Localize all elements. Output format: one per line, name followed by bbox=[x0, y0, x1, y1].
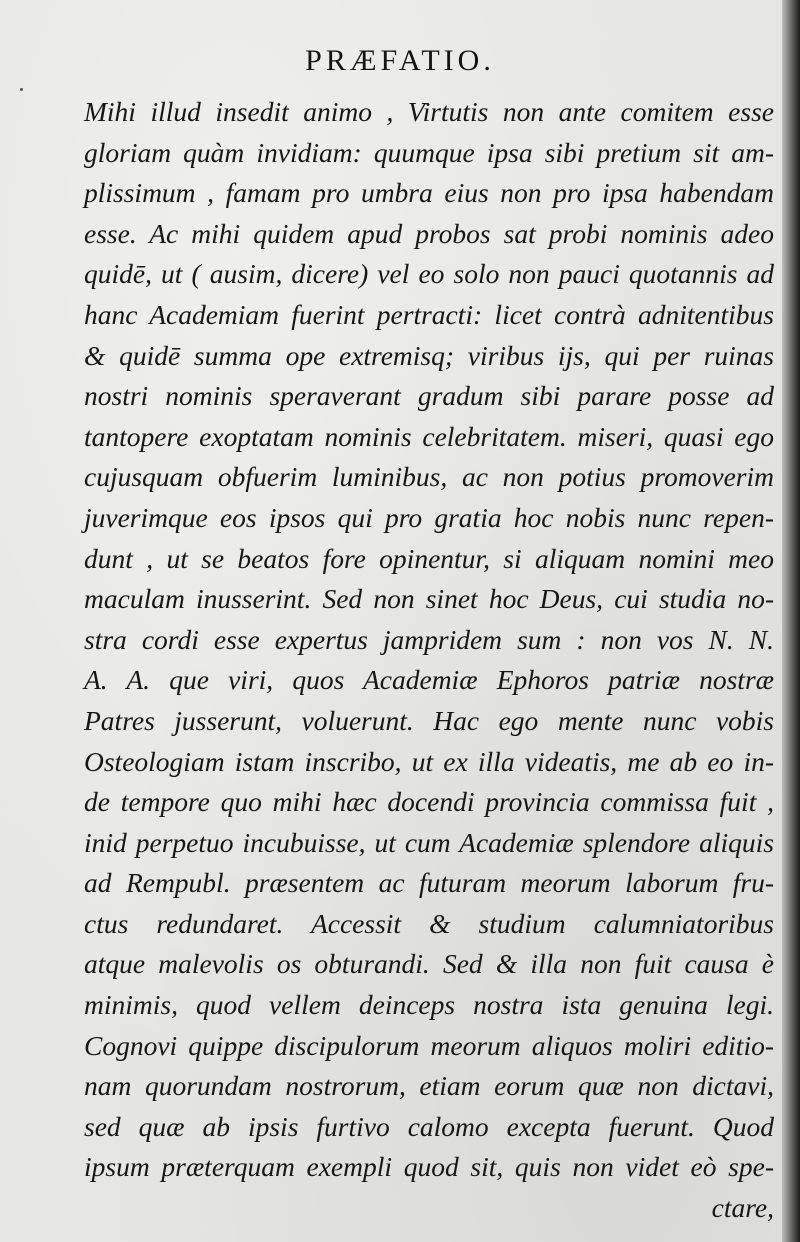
text-line: ipsum præterquam exempli quod sit, quis non videt eò spe- bbox=[84, 1151, 774, 1183]
text-line: dunt , ut se beatos fore opinentur, si aliquam nomini meo bbox=[84, 542, 774, 574]
text-line: quidē, ut ( ausim, dicere) vel eo solo non pauci quotannis ad bbox=[84, 258, 774, 290]
text-line: hanc Academiam fuerint pertracti: licet contrà adnitentibus bbox=[84, 298, 774, 330]
catchword: ctare, bbox=[711, 1192, 774, 1224]
text-line: ctus redundaret. Accessit & studium calumniatoribus bbox=[84, 907, 774, 939]
text-line: nam quorundam nostrorum, etiam eorum quæ non dictavi, bbox=[84, 1070, 774, 1102]
ink-speck bbox=[20, 88, 23, 91]
text-line: Cognovi quippe discipulorum meorum aliquos moliri editio- bbox=[84, 1029, 774, 1061]
text-line: ad Rempubl. præsentem ac futuram meorum laborum fru- bbox=[84, 867, 774, 899]
text-line: Patres jusserunt, voluerunt. Hac ego mente nunc vobis bbox=[84, 704, 774, 736]
page-heading: PRÆFATIO. bbox=[305, 44, 495, 77]
text-line: plissimum , famam pro umbra eius non pro ipsa habendam bbox=[84, 177, 774, 209]
text-line: de tempore quo mihi hæc docendi provincia commissa fuit , bbox=[84, 786, 774, 818]
text-line: juverimque eos ipsos qui pro gratia hoc nobis nunc repen- bbox=[84, 501, 774, 533]
text-line: maculam inusserint. Sed non sinet hoc Deus, cui studia no- bbox=[84, 583, 774, 615]
text-line: cujusquam obfuerim luminibus, ac non potius promoverim bbox=[84, 461, 774, 493]
text-line: minimis, quod vellem deinceps nostra ista genuina legi. bbox=[84, 989, 774, 1021]
text-line: atque malevolis os obturandi. Sed & illa non fuit causa è bbox=[84, 948, 774, 980]
text-line: tantopere exoptatam nominis celebritatem. miseri, quasi ego bbox=[84, 420, 774, 452]
text-line: gloriam quàm invidiam: quumque ipsa sibi pretium sit am- bbox=[84, 136, 774, 168]
preface-body bbox=[84, 92, 774, 1229]
text-line: nostri nominis speraverant gradum sibi parare posse ad bbox=[84, 380, 774, 412]
text-line: sed quæ ab ipsis furtivo calomo excepta fuerunt. Quod bbox=[84, 1110, 774, 1142]
text-line: Mihi illud insedit animo , Virtutis non ante comitem esse bbox=[84, 96, 774, 127]
text-line: inid perpetuo incubuisse, ut cum Academiæ splendore aliquis bbox=[84, 826, 774, 858]
page-edge-shadow bbox=[782, 0, 800, 1242]
text-line: esse. Ac mihi quidem apud probos sat probi nominis adeo bbox=[84, 217, 774, 249]
text-line: Osteologiam istam inscribo, ut ex illa videatis, me ab eo in- bbox=[84, 745, 774, 777]
text-line: A. A. que viri, quos Academiæ Ephoros patriæ nostræ bbox=[84, 664, 774, 696]
text-line: stra cordi esse expertus jampridem sum : non vos N. N. bbox=[84, 623, 774, 655]
text-line: & quidē summa ope extremisq; viribus ijs, qui per ruinas bbox=[84, 339, 774, 371]
